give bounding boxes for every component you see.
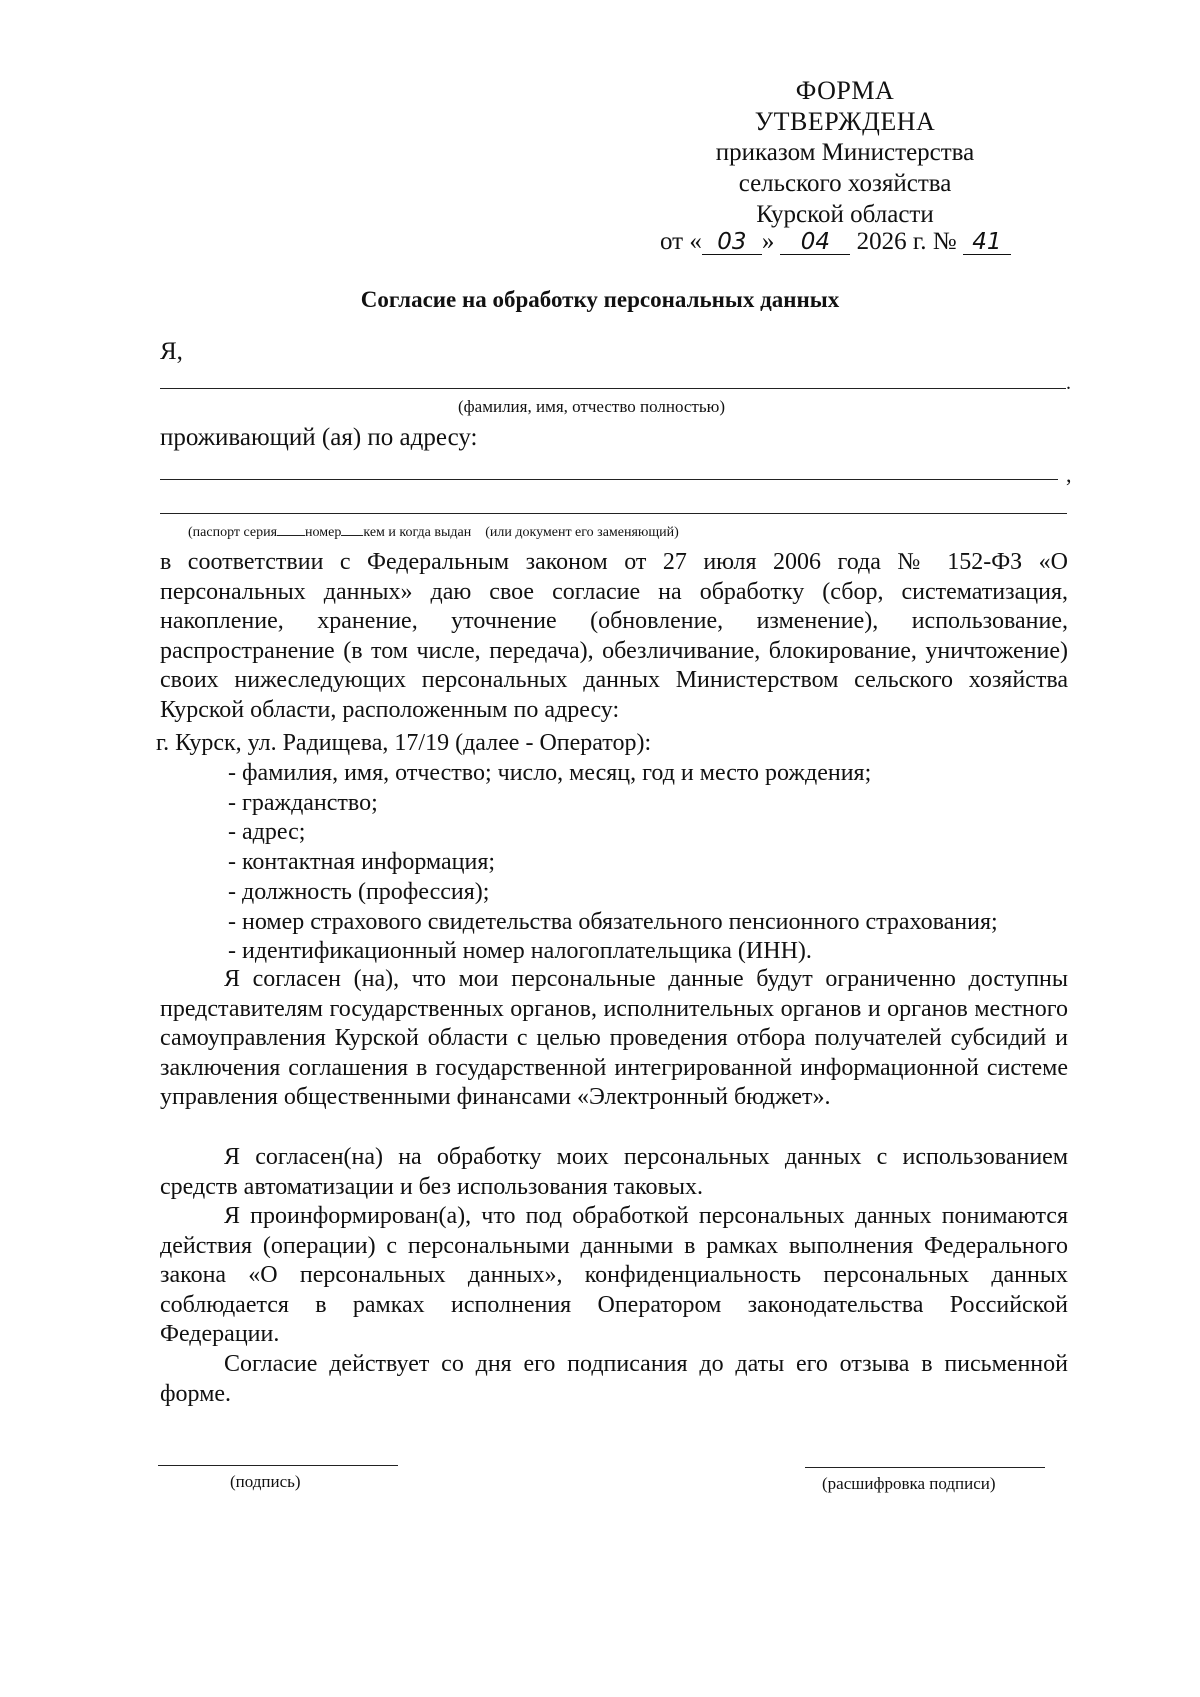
personal-data-list: [228, 759, 998, 967]
approval-forma: ФОРМА: [795, 76, 895, 105]
passport-caption: [188, 525, 679, 541]
paragraph-block-2: [160, 1143, 1068, 1202]
signature-line[interactable]: [158, 1465, 398, 1466]
paragraph-informed: Я проинформирован(а), что под обработкой персональных данных понимаются действия (операции) с персональными данными в рамках выполнения Федерального закона «О персональных данных», конфиденциальность персональных данных соблюдается в рамках исполнения Оператором законодательства Российской Федерации.: [160, 1203, 1068, 1347]
address-label: проживающий (ая) по адресу:: [160, 424, 478, 451]
intro-paragraph-block: [160, 548, 1068, 725]
fio-caption: (фамилия, имя, отчество полностью): [458, 397, 725, 416]
list-item: - контактная информация;: [228, 849, 496, 876]
order-month: 04: [780, 230, 850, 255]
passport-caption-series: (паспорт серия: [188, 525, 278, 540]
decryption-caption: (расшифровка подписи): [822, 1474, 996, 1493]
list-item: - номер страхового свидетельства обязательного пенсионного страхования;: [228, 908, 998, 935]
approval-block: [640, 75, 1050, 230]
order-ot: от «: [660, 228, 702, 255]
paragraph-block-1: [160, 965, 1068, 1113]
paragraph-access: Я согласен (на), что мои персональные данные будут ограниченно доступны представителям государственных органов, исполнительных органов и органов местного самоуправления Курской области с целью проведения отбора получателей субсидий и заключения соглашения в государственной интегрированной информационной системе управления общественными финансами «Электронный бюджет».: [160, 966, 1068, 1110]
approval-line-3: Курской области: [756, 201, 934, 228]
paragraph-automation: Я согласен(на) на обработку моих персональных данных с использованием средств автоматизации и без использования таковых.: [160, 1144, 1068, 1200]
list-item: - должность (профессия);: [228, 878, 490, 905]
order-day: 03: [702, 230, 762, 255]
list-item: - гражданство;: [228, 789, 378, 816]
address-line-2[interactable]: [160, 513, 1067, 514]
approval-line-2: сельского хозяйства: [738, 170, 952, 197]
fio-line[interactable]: [160, 388, 1066, 389]
intro-paragraph: в соответствии с Федеральным законом от 27 июля 2006 года № 152-ФЗ «О персональных данных» даю свое согласие на обработку (сбор, систематизация, накопление, хранение, уточнение (обновление, изменение), использование, распространение (в том числе, передача), обезличивание, блокирование, уничтожение) своих нижеследующих персональных данных Министерством сельского хозяйства Курской области, расположенным по адресу:: [160, 549, 1068, 723]
order-number: 41: [963, 230, 1011, 255]
order-date-line: [660, 228, 1060, 256]
document-page: ФОРМА УТВЕРЖДЕНА приказом Министерства сельского хозяйства Курской области от « 03 » 04 2026 г. № 41 Согласие на обработку персональных данных Я, . (фамилия, имя, отчество полностью) проживающий (ая) по адресу: , (паспорт серия номер кем и когда выдан (или документ его заменяющий) в соответствии с Федеральным законом от 27 июля 2006 года № 152-ФЗ «О персональных данных» даю свое согласие на обработку (сбор, систематизация, накопление, хранение, уточнение (обновление, изменение), использование, распространение (в том числе, передача), обезличивание, блокирование, уничтожение) своих нижеследующих персональных данных Министерством сельского хозяйства Курской области, расположенным по адресу: г. Курск, ул. Радищева, 17/19 (далее - Оператор): - фамилия, имя, отчество; число, месяц, год и место рождения; - гражданство; - адрес; - контактная информация; - должность (профессия); - номер страхового свидетельства обязательного пенсионного страхования; - идентификационный номер налогоплательщика (ИНН). Я согласен (на), что мои персональные данные будут ограниченно доступны представителям государственных органов, исполнительных органов и органов местного самоуправления Курской области с целью проведения отбора получателей субсидий и заключения соглашения в государственной интегрированной информационной системе управления общественными финансами «Электронный бюджет». Я согласен(на) на обработку моих персональных данных с использованием средств автоматизации и без использования таковых. Я проинформирован(а), что под обработкой персональных данных понимаются действия (операции) с персональными данными в рамках выполнения Федерального закона «О персональных данных», конфиденциальность персональных данных соблюдается в рамках исполнения Оператором законодательства Российской Федерации. Согласие действует со дня его подписания до даты его отзыва в письменной форме. (подпись) (расшифровка подписи): [0, 0, 1200, 1697]
address-line-1[interactable]: [160, 479, 1058, 480]
approval-utverzhdena: УТВЕРЖДЕНА: [754, 107, 936, 136]
order-mid: »: [761, 228, 775, 255]
passport-caption-alt: (или документ его заменяющий): [485, 525, 679, 540]
list-item: - идентификационный номер налогоплательщика (ИНН).: [228, 938, 812, 965]
list-item: - фамилия, имя, отчество; число, месяц, год и место рождения;: [228, 760, 872, 786]
document-title: Согласие на обработку персональных данных: [360, 287, 840, 312]
list-item: - адрес;: [228, 819, 306, 846]
passport-caption-number: номер: [305, 525, 342, 540]
decryption-line[interactable]: [805, 1467, 1045, 1468]
passport-caption-issued: кем и когда выдан: [363, 525, 472, 540]
paragraph-validity: Согласие действует со дня его подписания до даты его отзыва в письменной форме.: [160, 1351, 1068, 1407]
order-year: 2026 г. №: [856, 228, 957, 255]
ya-label: Я,: [160, 338, 183, 365]
operator-address: г. Курск, ул. Радищева, 17/19 (далее - Оператор):: [156, 730, 652, 756]
paragraph-block-3: [160, 1202, 1068, 1350]
signature-caption: (подпись): [230, 1472, 301, 1491]
paragraph-block-4: [160, 1350, 1068, 1409]
approval-line-1: приказом Министерства: [715, 139, 975, 166]
